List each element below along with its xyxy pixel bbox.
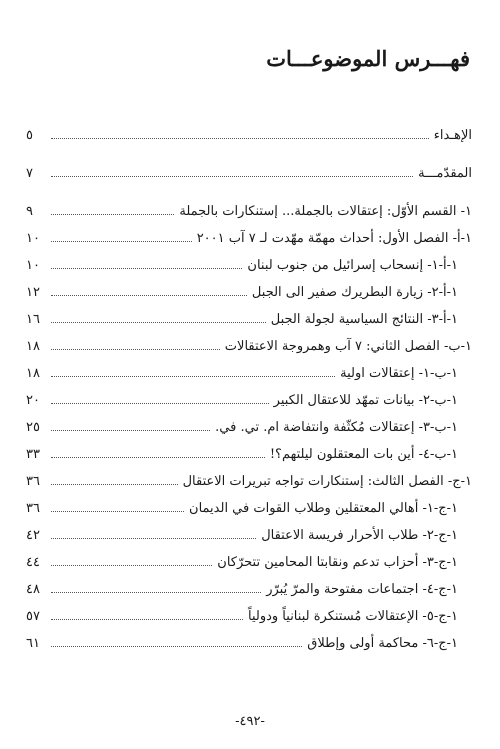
toc-entry <box>26 306 472 333</box>
toc-entry <box>26 360 472 387</box>
toc-entry <box>26 198 472 225</box>
toc-entry-title: ١-ب-٢- بيانات تمهّد للاعتقال الكبير <box>273 393 458 408</box>
toc-entry-title: ١-ج- الفصل الثالث: إستنكارات تواجه تبريرات الاعتقال <box>182 474 472 489</box>
toc-entry-page: ١٠ <box>26 231 40 246</box>
toc-entry-title: ١-ب-١- إعتقالات اولية <box>340 366 458 381</box>
toc-entry-title: ١-ج-٥- الإعتقالات مُستنكرة لبنانياً ودولياً <box>247 609 458 624</box>
toc-entry <box>26 414 472 441</box>
toc-entry-page: ٤٢ <box>26 528 40 543</box>
dot-leader <box>51 402 269 404</box>
toc-entry-page: ٦١ <box>26 636 40 651</box>
dot-leader <box>51 267 242 269</box>
toc-entry-title: ١- القسم الأوّل: إعتقالات بالجملة... إستنكارات بالجملة <box>179 204 472 219</box>
dot-leader <box>51 429 210 431</box>
toc-entry-page: ١٨ <box>26 366 40 381</box>
toc-entry-title: ١-أ-٣- النتائج السياسية لجولة الجبل <box>270 312 458 327</box>
dot-leader <box>51 564 212 566</box>
toc-entry-page: ٤٨ <box>26 582 40 597</box>
toc-entry-page: ٥٧ <box>26 609 40 624</box>
toc-entry-title: ١-ج-١- أهالي المعتقلين وطلاب القوات في الديمان <box>189 501 458 516</box>
dot-leader <box>51 240 192 242</box>
toc-entry-page: ٣٦ <box>26 501 40 516</box>
toc-entry <box>26 549 472 576</box>
toc-entry-title: ١-ج-٢- طلاب الأحرار فريسة الاعتقال <box>261 528 458 543</box>
toc-entry-title: المقدّمـــة <box>418 166 472 181</box>
toc-entry-title: ١-أ-١- إنسحاب إسرائيل من جنوب لبنان <box>247 258 458 273</box>
toc-entry-title: ١-ب- الفصل الثاني: ٧ آب وهمروجة الاعتقالات <box>224 339 472 354</box>
dot-leader <box>51 213 174 215</box>
toc-entry-page: ٢٠ <box>26 393 40 408</box>
toc-entry <box>26 468 472 495</box>
toc-entry <box>26 603 472 630</box>
dot-leader <box>51 456 265 458</box>
table-of-contents <box>26 122 472 657</box>
dot-leader <box>51 591 261 593</box>
toc-entry <box>26 160 472 187</box>
toc-entry-page: ٧ <box>26 166 33 181</box>
page-title: فهـــرس الموضوعـــات <box>266 46 470 71</box>
toc-entry <box>26 576 472 603</box>
dot-leader <box>51 618 243 620</box>
dot-leader <box>51 375 335 377</box>
toc-entry-page: ٤٤ <box>26 555 40 570</box>
toc-entry-title: ١-أ-٢- زيارة البطريرك صفير الى الجبل <box>251 285 458 300</box>
toc-entry <box>26 225 472 252</box>
toc-entry-page: ٣٦ <box>26 474 40 489</box>
toc-entry-page: ٢٥ <box>26 420 40 435</box>
toc-entry <box>26 252 472 279</box>
toc-entry-title: ١-أ- الفصل الأول: أحداث مهمّة مهّدت لـ ٧ آب ٢٠٠١ <box>196 231 472 246</box>
dot-leader <box>51 537 256 539</box>
toc-entry <box>26 495 472 522</box>
dot-leader <box>51 137 429 139</box>
dot-leader <box>51 483 178 485</box>
toc-entry <box>26 522 472 549</box>
toc-entry <box>26 279 472 306</box>
toc-entry-title: ١-ج-٣- أحزاب تدعم ونقابتا المحامين تتحرّكان <box>217 555 458 570</box>
dot-leader <box>51 175 413 177</box>
toc-entry-title: ١-ب-٤- أين بات المعتقلون ليلتهم؟! <box>269 447 458 462</box>
toc-entry-title: الإهـداء <box>433 128 472 143</box>
toc-entry <box>26 122 472 149</box>
page-number: -٤٩٢- <box>235 714 265 729</box>
dot-leader <box>51 294 247 296</box>
toc-entry <box>26 333 472 360</box>
dot-leader <box>51 348 220 350</box>
dot-leader <box>51 645 302 647</box>
toc-entry-title: ١-ج-٦- محاكمة أولى وإطلاق <box>307 636 458 651</box>
toc-entry-page: ٣٣ <box>26 447 40 462</box>
toc-entry-page: ٩ <box>26 204 33 219</box>
toc-entry-page: ١٠ <box>26 258 40 273</box>
toc-entry-title: ١-ج-٤- اجتماعات مفتوحة والمرّ يُبرّر <box>266 582 458 597</box>
toc-entry-page: ٥ <box>26 128 33 143</box>
toc-entry <box>26 630 472 657</box>
toc-entry-page: ١٦ <box>26 312 40 327</box>
dot-leader <box>51 321 266 323</box>
dot-leader <box>51 510 184 512</box>
toc-entry-title: ١-ب-٣- إعتقالات مُكثّفة وانتفاضة ام. تي. في. <box>215 420 458 435</box>
toc-entry-page: ١٢ <box>26 285 40 300</box>
toc-entry-page: ١٨ <box>26 339 40 354</box>
toc-entry <box>26 441 472 468</box>
toc-entry <box>26 387 472 414</box>
